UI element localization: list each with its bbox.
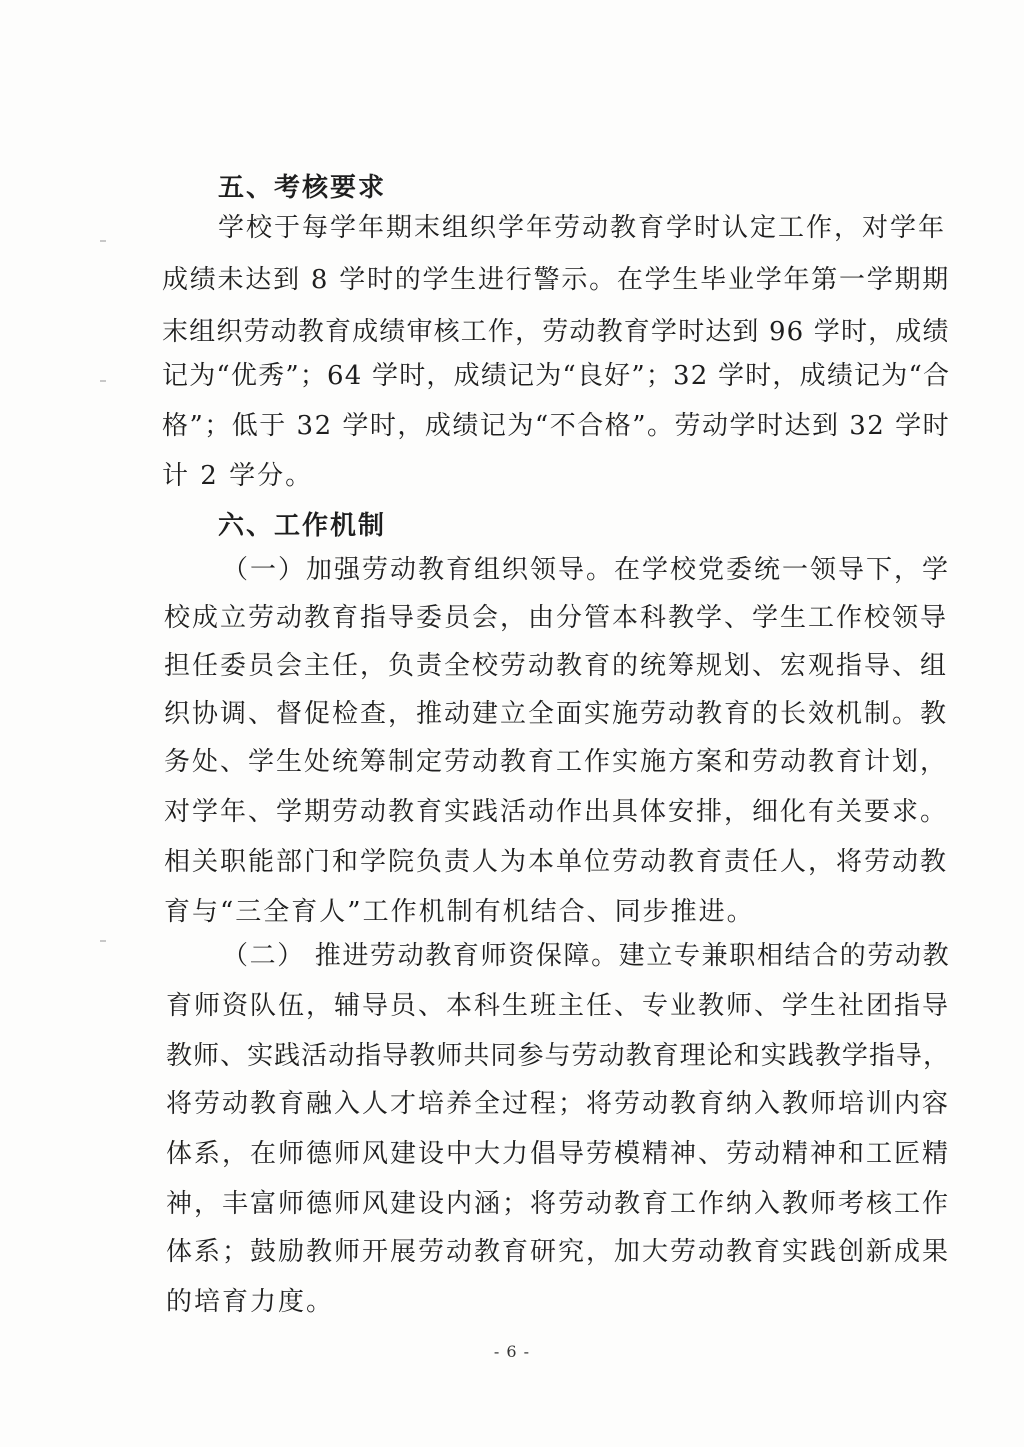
section-5-line: 格”；低于 32 学时，成绩记为“不合格”。劳动学时达到 32 学时 <box>162 411 951 441</box>
scan-mark <box>100 240 106 242</box>
section-5-line: 学校于每学年期末组织学年劳动教育学时认定工作，对学年 <box>218 213 947 243</box>
subsection-2-line: 将劳动教育融入人才培养全过程；将劳动教育纳入教师培训内容 <box>166 1089 951 1119</box>
subsection-1-line: （一）加强劳动教育组织领导。在学校党委统一领导下，学 <box>222 555 951 585</box>
section-5-line: 记为“优秀”；64 学时，成绩记为“良好”；32 学时，成绩记为“合 <box>162 361 951 391</box>
subsection-2-line: 育师资队伍，辅导员、本科生班主任、专业教师、学生社团指导 <box>166 991 951 1021</box>
section-5-line: 成绩未达到 8 学时的学生进行警示。在学生毕业学年第一学期期 <box>162 265 951 295</box>
page-number: - 6 - <box>493 1342 531 1361</box>
scan-mark <box>100 380 106 382</box>
subsection-1-line: 校成立劳动教育指导委员会，由分管本科教学、学生工作校领导 <box>164 603 949 633</box>
subsection-2-line: （二） 推进劳动教育师资保障。建立专兼职相结合的劳动教 <box>222 941 951 971</box>
subsection-2-line: 教师、实践活动指导教师共同参与劳动教育理论和实践教学指导， <box>166 1041 951 1071</box>
subsection-1-line: 对学年、学期劳动教育实践活动作出具体安排，细化有关要求。 <box>164 797 949 827</box>
subsection-2-line: 的培育力度。 <box>166 1287 335 1317</box>
subsection-1-line: 育与“三全育人”工作机制有机结合、同步推进。 <box>164 897 755 927</box>
section-5-line: 末组织劳动教育成绩审核工作，劳动教育学时达到 96 学时，成绩 <box>162 317 950 347</box>
scan-mark <box>100 940 106 942</box>
subsection-1-line: 务处、学生处统筹制定劳动教育工作实施方案和劳动教育计划， <box>164 747 949 777</box>
section-6-heading: 六、工作机制 <box>218 511 387 541</box>
section-5-heading: 五、考核要求 <box>218 173 387 203</box>
section-5-line: 计 2 学分。 <box>162 461 314 491</box>
subsection-2-line: 体系；鼓励教师开展劳动教育研究，加大劳动教育实践创新成果 <box>166 1237 951 1267</box>
subsection-1-line: 织协调、督促检查，推动建立全面实施劳动教育的长效机制。教 <box>164 699 949 729</box>
subsection-2-line: 体系，在师德师风建设中大力倡导劳模精神、劳动精神和工匠精 <box>166 1139 951 1169</box>
subsection-1-line: 相关职能部门和学院负责人为本单位劳动教育责任人，将劳动教 <box>164 847 949 877</box>
subsection-1-line: 担任委员会主任，负责全校劳动教育的统筹规划、宏观指导、组 <box>164 651 949 681</box>
subsection-2-line: 神，丰富师德师风建设内涵；将劳动教育工作纳入教师考核工作 <box>166 1189 951 1219</box>
